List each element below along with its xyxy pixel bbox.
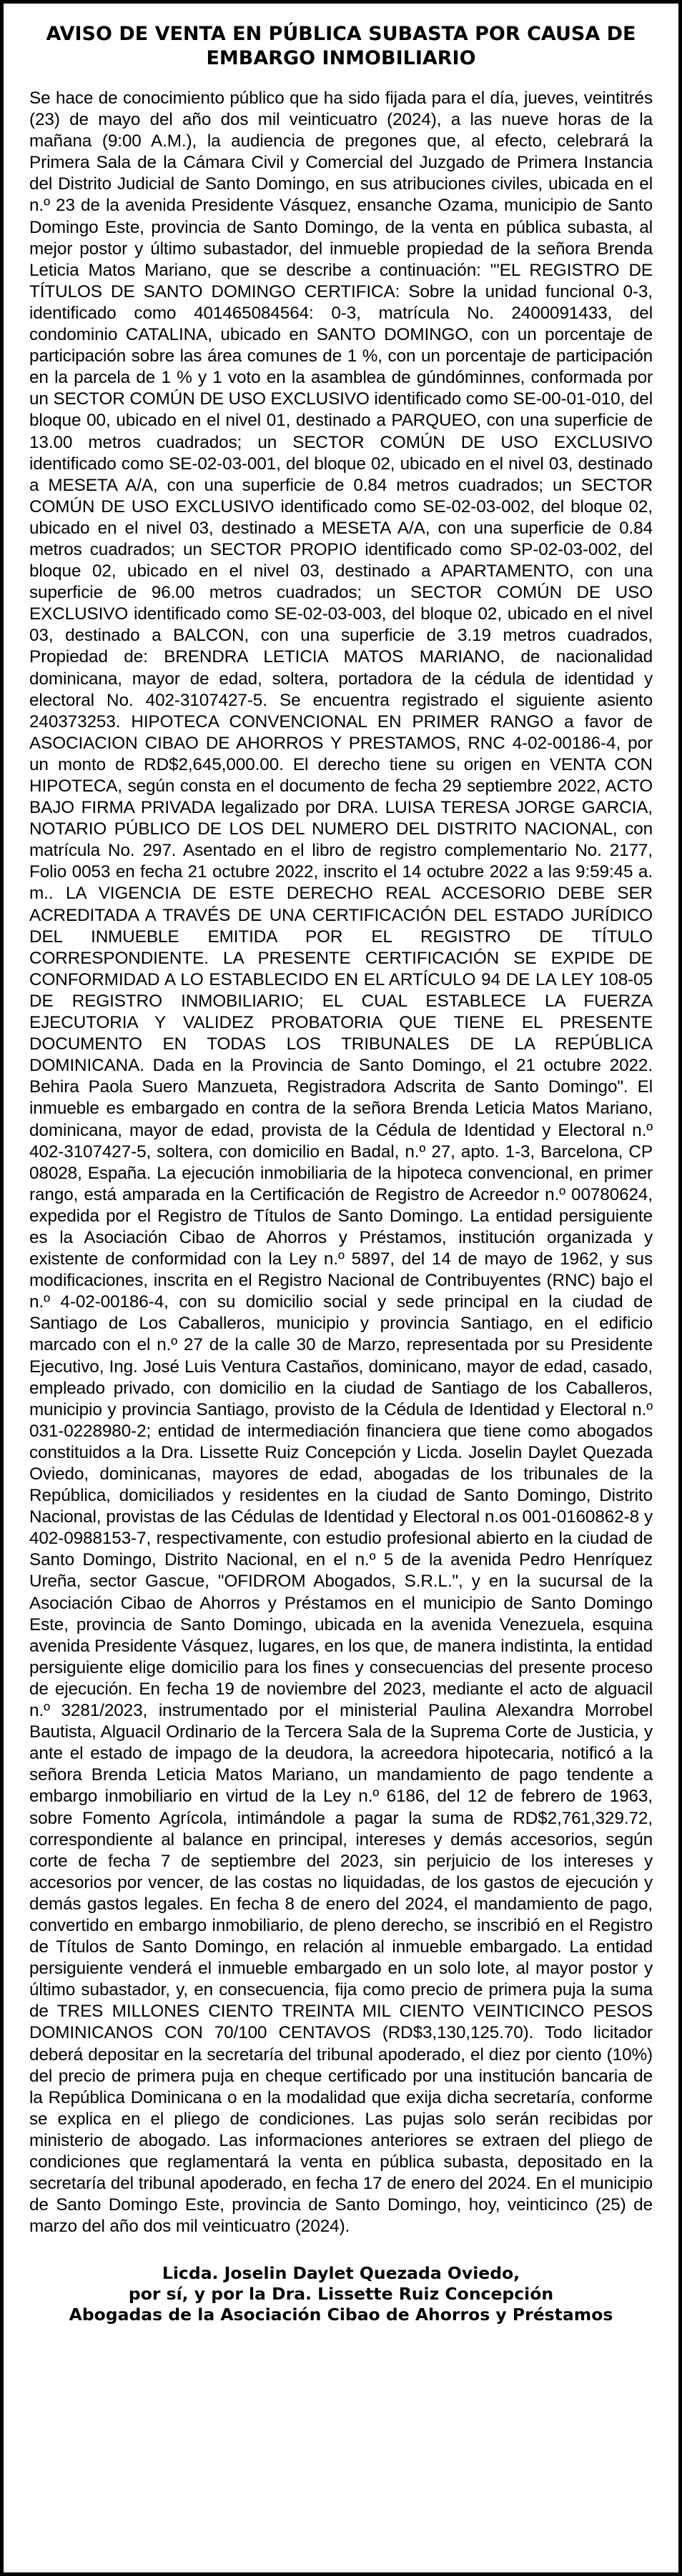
notice-title: AVISO DE VENTA EN PÚBLICA SUBASTA POR CAUSA DE EMBARGO INMOBILIARIO	[46, 23, 636, 69]
notice-body: Se hace de conocimiento público que ha sido fijada para el día, jueves, veintitrés (23) de mayo del año dos mil veinticuatro (2024), a las nueve horas de la mañana (9:00 A.M.), la audiencia de pregones que, al efecto, celebrará la Primera Sala de la Cámara Civil y Comercial del Juzgado de Primera Instancia del Distrito Judicial de Santo Domingo, en sus atribuciones civiles, ubicada en el n.º 23 de la avenida Presidente Vásquez, ensanche Ozama, municipio de Santo Domingo Este, provincia de Santo Domingo, de la venta en pública subasta, al mejor postor y último subastador, del inmueble propiedad de la señora Brenda Leticia Matos Mariano, que se describe a continuación: "'EL REGISTRO DE TÍTULOS DE SANTO DOMINGO CERTIFICA: Sobre la unidad funcional 0-3, identificado como 401465084564: 0-3, matrícula No. 2400091433, del condominio CATALINA, ubicado en SANTO DOMINGO, con un porcentaje de participación sobre las área comunes de 1 %, con un porcentaje de participación en la parcela de 1 % y 1 voto en la asamblea de gúndóminnes, conformada por un SECTOR COMÚN DE USO EXCLUSIVO identificado como SE-00-01-010, del bloque 00, ubicado en el nivel 01, destinado a PARQUEO, con una superficie de 13.00 metros cuadrados; un SECTOR COMÚN DE USO EXCLUSIVO identificado como SE-02-03-001, del bloque 02, ubicado en el nivel 03, destinado a MESETA A/A, con una superficie de 0.84 metros cuadrados; un SECTOR COMÚN DE USO EXCLUSIVO identificado como SE-02-03-002, del bloque 02, ubicado en el nivel 03, destinado a MESETA A/A, con una superficie de 0.84 metros cuadrados; un SECTOR PROPIO identificado como SP-02-03-002, del bloque 02, ubicado en el nivel 03, destinado a APARTAMENTO, con una superficie de 96.00 metros cuadrados; un SECTOR COMÚN DE USO EXCLUSIVO identificado como SE-02-03-003, del bloque 02, ubicado en el nivel 03, destinado a BALCON, con una superficie de 3.19 metros cuadrados, Propiedad de: BRENDRA LETICIA MATOS MARIANO, de nacionalidad dominicana, mayor de edad, soltera, portadora de la cédula de identidad y electoral No. 402-3107427-5. Se encuentra registrado el siguiente asiento 240373253. HIPOTECA CONVENCIONAL EN PRIMER RANGO a favor de ASOCIACION CIBAO DE AHORROS Y PRESTAMOS, RNC 4-02-00186-4, por un monto de RD$2,645,000.00. El derecho tiene su origen en VENTA CON HIPOTECA, según consta en el documento de fecha 29 septiembre 2022, ACTO BAJO FIRMA PRIVADA legalizado por DRA. LUISA TERESA JORGE GARCIA, NOTARIO PÚBLICO DE LOS DEL NUMERO DEL DISTRITO NACIONAL, con matrícula No. 297. Asentado en el libro de registro complementario No. 2177, Folio 0053 en fecha 21 octubre 2022, inscrito el 14 octubre 2022 a las 9:59:45 a. m.. LA VIGENCIA DE ESTE DERECHO REAL ACCESORIO DEBE SER ACREDITADA A TRAVÉS DE UNA CERTIFICACIÓN DEL ESTADO JURÍDICO DEL INMUEBLE EMITIDA POR EL REGISTRO DE TÍTULO CORRESPONDIENTE. LA PRESENTE CERTIFICACIÓN SE EXPIDE DE CONFORMIDAD A LO ESTABLECIDO EN EL ARTÍCULO 94 DE LA LEY 108-05 DE REGISTRO INMOBILIARIO; EL CUAL ESTABLECE LA FUERZA EJECUTORIA Y VALIDEZ PROBATORIA QUE TIENE EL PRESENTE DOCUMENTO EN TODAS LOS TRIBUNALES DE LA REPÚBLICA DOMINICANA. Dada en la Provincia de Santo Domingo, el 21 octubre 2022. Behira Paola Suero Manzueta, Registradora Adscrita de Santo Domingo". El inmueble es embargado en contra de la señora Brenda Leticia Matos Mariano, dominicana, mayor de edad, provista de la Cédula de Identidad y Electoral n.º 402-3107427-5, soltera, con domicilio en Badal, n.º 27, apto. 1-3, Barcelona, CP 08028, España. La ejecución inmobiliaria de la hipoteca convencional, en primer rango, está amparada en la Certificación de Registro de Acreedor n.º 00780624, expedida por el Registro de Títulos de Santo Domingo. La entidad persiguiente es la Asociación Cibao de Ahorros y Préstamos, institución organizada y existente de conformidad con la Ley n.º 5897, del 14 de mayo de 1962, y sus modificaciones, inscrita en el Registro Nacional de Contribuyentes (RNC) bajo el n.º 4-02-00186-4, con su domicilio social y sede principal en la ciudad de Santiago de Los Caballeros, municipio y provincia Santiago, en el edificio marcado con el n.º 27 de la calle 30 de Marzo, representada por su Presidente Ejecutivo, Ing. José Luis Ventura Castaños, dominicano, mayor de edad, casado, empleado privado, con domicilio en la ciudad de Santiago de los Caballeros, municipio y provincia Santiago, provisto de la Cédula de Identidad y Electoral n.º 031-0228980-2; entidad de intermediación financiera que tiene como abogados constituidos a la Dra. Lissette Ruiz Concepción y Licda. Joselin Daylet Quezada Oviedo, dominicanas, mayores de edad, abogadas de los tribunales de la República, domiciliados y residentes en la ciudad de Santo Domingo, Distrito Nacional, provistas de las Cédulas de Identidad y Electoral n.os 001-0160862-8 y 402-0988153-7, respectivamente, con estudio profesional abierto en la ciudad de Santo Domingo, Distrito Nacional, en el n.º 5 de la avenida Pedro Henríquez Ureña, sector Gascue, "OFIDROM Abogados, S.R.L.", y en la sucursal de la Asociación Cibao de Ahorros y Préstamos en el municipio de Santo Domingo Este, provincia de Santo Domingo, ubicada en la avenida Venezuela, esquina avenida Presidente Vásquez, lugares, en los que, de manera indistinta, la entidad persiguiente elige domicilio para los fines y consecuencias del presente proceso de ejecución. En fecha 19 de noviembre del 2023, mediante el acto de alguacil n.º 3281/2023, instrumentado por el ministerial Paulina Alexandra Morrobel Bautista, Alguacil Ordinario de la Tercera Sala de la Suprema Corte de Justicia, y ante el estado de impago de la deudora, la acreedora hipotecaria, notificó a la señora Brenda Leticia Matos Mariano, un mandamiento de pago tendente a embargo inmobiliario en virtud de la Ley n.º 6186, del 12 de febrero de 1963, sobre Fomento Agrícola, intimándole a pagar la suma de RD$2,761,329.72, correspondiente al balance en principal, intereses y demás accesorios, según corte de fecha 7 de septiembre del 2023, sin perjuicio de los intereses y accesorios por vencer, de las costas no liquidadas, de los gastos de ejecución y demás gastos legales. En fecha 8 de enero del 2024, el mandamiento de pago, convertido en embargo inmobiliario, de pleno derecho, se inscribió en el Registro de Títulos de Santo Domingo, en relación al inmueble embargado. La entidad persiguiente venderá el inmueble embargado en un solo lote, al mayor postor y último subastador, y, en consecuencia, fija como precio de primera puja la suma de TRES MILLONES CIENTO TREINTA MIL CIENTO VEINTICINCO PESOS DOMINICANOS CON 70/100 CENTAVOS (RD$3,130,125.70). Todo licitador deberá depositar en la secretaría del tribunal apoderado, el diez por ciento (10%) del precio de primera puja en cheque certificado por una institución bancaria de la República Dominicana o en la modalidad que exija dicha secretaría, conforme se explica en el pliego de condiciones. Las pujas solo serán recibidas por ministerio de abogado. Las informaciones anteriores se extraen del pliego de condiciones que reglamentará la venta en pública subasta, depositado en la secretaría del tribunal apoderado, en fecha 17 de enero del 2024. En el municipio de Santo Domingo Este, provincia de Santo Domingo, hoy, veinticinco (25) de marzo del año dos mil veinticuatro (2024).	[29, 89, 653, 2237]
signature-line-2: por sí, y por la Dra. Lissette Ruiz Concepción	[128, 2284, 554, 2305]
signature-block	[29, 2263, 653, 2325]
signature-line-1: Licda. Joselin Daylet Quezada Oviedo,	[162, 2263, 520, 2284]
signature-line-3: Abogadas de la Asociación Cibao de Ahorros y Préstamos	[69, 2305, 613, 2325]
